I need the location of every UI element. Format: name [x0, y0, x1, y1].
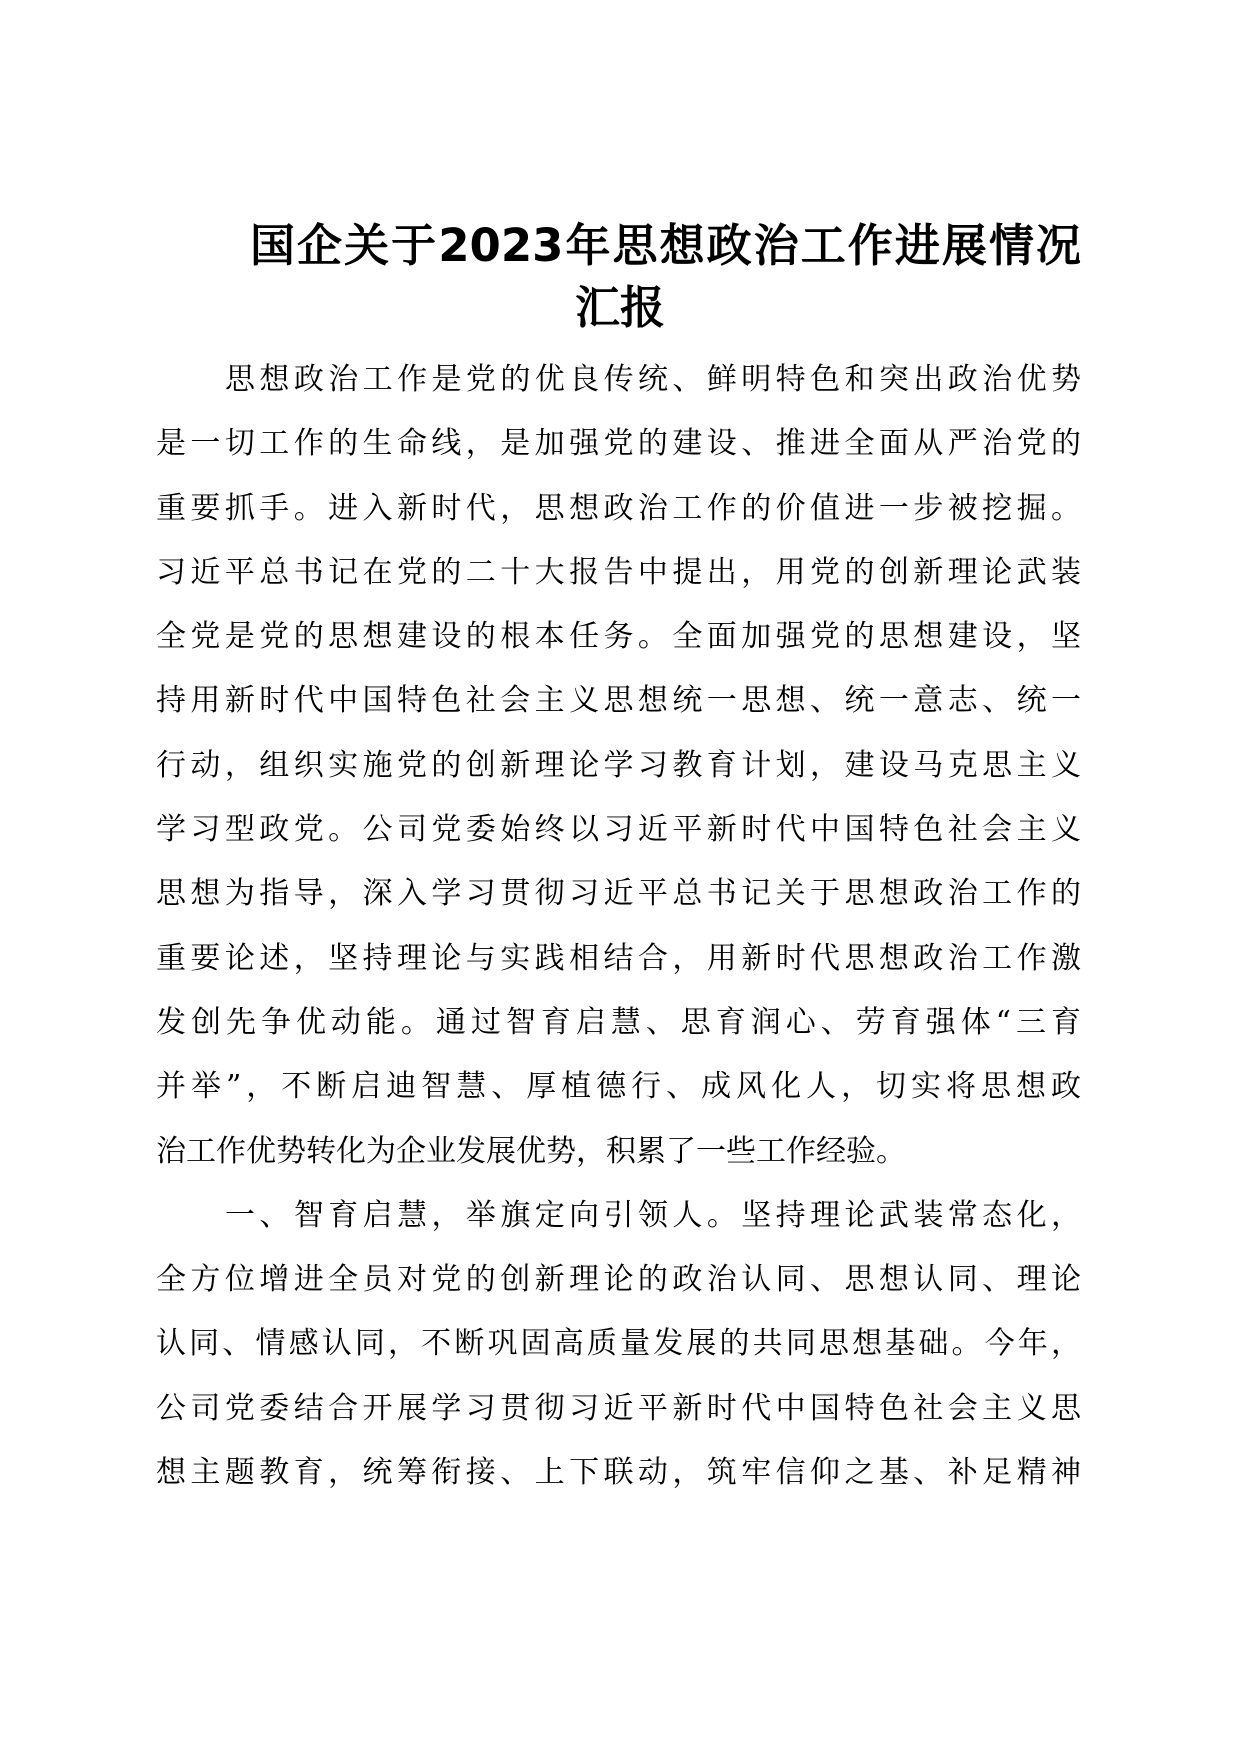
text-line: 行动，组织实施党的创新理论学习教育计划，建设马克思主义: [156, 747, 1081, 783]
text-line: 习近平总书记在党的二十大报告中提出，用党的创新理论武装: [156, 554, 1081, 590]
text-line: 治工作优势转化为企业发展优势，积累了一些工作经验。: [156, 1133, 906, 1169]
text-line: 公司党委结合开展学习贯彻习近平新时代中国特色社会主义思: [156, 1390, 1081, 1426]
paragraph-section-1: [156, 1184, 1081, 1505]
document-title: 国企关于2023年思想政治工作进展情况: [250, 219, 1081, 272]
text-line: 认同、情感认同，不断巩固高质量发展的共同思想基础。今年，: [156, 1326, 1081, 1362]
document-body: [156, 348, 1081, 1505]
text-line: 持用新时代中国特色社会主义思想统一思想、统一意志、统一: [156, 683, 1081, 719]
text-line: 重要抓手。进入新时代，思想政治工作的价值进一步被挖掘。: [156, 490, 1081, 526]
text-line: 一、智育启慧，举旗定向引领人。坚持理论武装常态化，: [225, 1197, 1081, 1233]
text-line: 全方位增进全员对党的创新理论的政治认同、思想认同、理论: [156, 1262, 1081, 1298]
text-line: 思想政治工作是党的优良传统、鲜明特色和突出政治优势: [225, 362, 1081, 397]
text-line: 思想为指导，深入学习贯彻习近平总书记关于思想政治工作的: [156, 876, 1081, 912]
text-line: 全党是党的思想建设的根本任务。全面加强党的思想建设，坚: [156, 619, 1081, 655]
paragraph-intro: [156, 348, 1081, 1184]
text-line: 发创先争优动能。通过智育启慧、思育润心、劳育强体“三育: [156, 1004, 1081, 1040]
document-title-continuation: 汇报: [574, 281, 665, 334]
text-line: 是一切工作的生命线，是加强党的建设、推进全面从严治党的: [156, 426, 1081, 462]
text-line: 并举”，不断启迪智慧、厚植德行、成风化人，切实将思想政: [156, 1069, 1081, 1105]
text-line: 学习型政党。公司党委始终以习近平新时代中国特色社会主义: [156, 812, 1081, 848]
text-line: 重要论述，坚持理论与实践相结合，用新时代思想政治工作激: [156, 940, 1081, 976]
text-line: 想主题教育，统筹衔接、上下联动，筑牢信仰之基、补足精神: [156, 1455, 1081, 1491]
